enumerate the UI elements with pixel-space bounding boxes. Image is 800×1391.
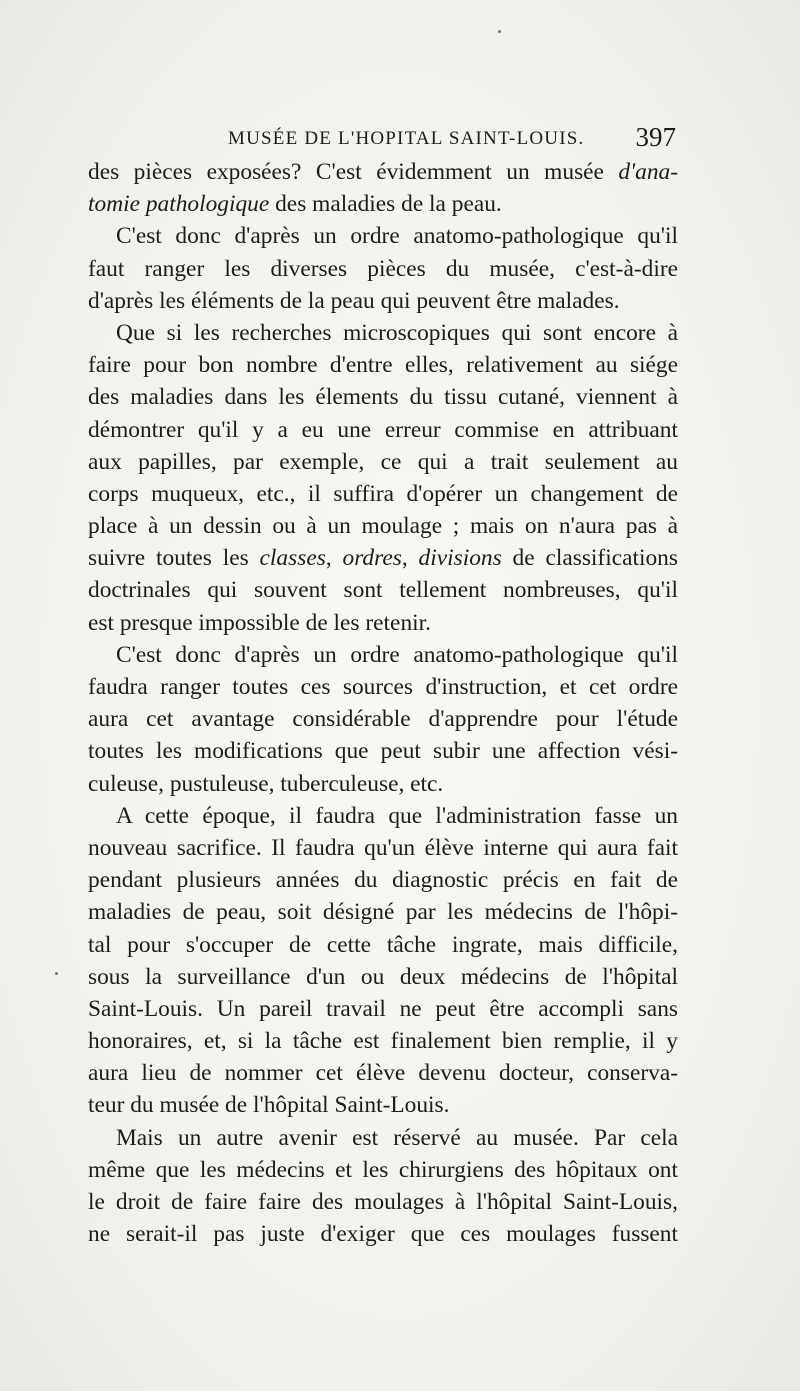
paragraph-start: A cette époque, il faudra que l'administration fasse un [116,802,678,829]
italic-term: ordres [342,545,402,572]
text-line: tomie pathologique des maladies de la peau. [88,191,502,218]
text-line: même que les médecins et les chirurgiens des hôpitaux ont [88,1156,678,1183]
text-line: aux papilles, par exemple, ce qui a trait seulement au [88,448,678,475]
text-line: des pièces exposées? C'est évidemment un musée d'ana- [88,159,678,185]
paragraph-start: Que si les recherches microscopiques qui sont encore à [116,319,678,346]
text-line: maladies de peau, soit désigné par les médecins de l'hôpi- [88,899,678,926]
italic-term: tomie pathologique [88,191,270,218]
running-title: MUSÉE DE L'HOPITAL SAINT-LOUIS. [228,128,585,149]
text-line: des maladies dans les élements du tissu cutané, viennent à [88,384,678,411]
paragraph-start: C'est donc d'après un ordre anatomo-pathologique qu'il [116,223,678,250]
text-line: Saint-Louis. Un pareil travail ne peut être accompli sans [88,995,678,1022]
text-line: faudra ranger toutes ces sources d'instruction, et cet ordre [88,674,678,700]
text-line: doctrinales qui souvent sont tellement nombreuses, qu'il [88,577,678,604]
text-line: sous la surveillance d'un ou deux médecins de l'hôpital [88,963,678,990]
text-line: faut ranger les diverses pièces du musée, c'est-à-dire [88,255,678,282]
paragraph-start: Mais un autre avenir est réservé au musée. Par cela [116,1124,678,1151]
text-line: nouveau sacrifice. Il faudra qu'un élève interne qui aura fait [88,834,678,861]
text-line: faire pour bon nombre d'entre elles, relativement au siége [88,352,678,379]
italic-term: d'ana- [618,159,678,185]
text-line: aura cet avantage considérable d'apprendre pour l'étude [88,706,678,733]
italic-term: divisions [418,545,502,572]
text-line: corps muqueux, etc., il suffira d'opérer un changement de [88,480,678,507]
text-line: aura lieu de nommer cet élève devenu docteur, conserva- [88,1060,678,1087]
body-text [88,156,678,1250]
paragraph-start: C'est donc d'après un ordre anatomo-pathologique qu'il [116,641,678,668]
text-line: place à un dessin ou à un moulage ; mais on n'aura pas à [88,513,678,540]
text-line: ne serait-il pas juste d'exiger que ces moulages fussent [88,1221,678,1248]
running-head [90,124,680,158]
text-line: honoraires, et, si la tâche est finalement bien remplie, il y [88,1028,678,1055]
text-line: démontrer qu'il y a eu une erreur commise en attribuant [88,416,678,443]
italic-term: classes [259,545,326,572]
paper-speck [498,30,501,33]
text-line: suivre toutes les classes, ordres, divisions de classifications [88,545,678,572]
text-line: culeuse, pustuleuse, tuberculeuse, etc. [88,770,444,797]
text-line: d'après les éléments de la peau qui peuvent être malades. [88,287,620,314]
text-line: toutes les modifications que peut subir une affection vési- [88,738,678,765]
text-line: pendant plusieurs années du diagnostic précis en fait de [88,867,678,894]
text-line: est presque impossible de les retenir. [88,609,431,636]
text-line: teur du musée de l'hôpital Saint-Louis. [88,1092,450,1119]
text-line: le droit de faire faire des moulages à l'hôpital Saint-Louis, [88,1189,678,1215]
paper-speck [55,972,58,975]
page-number: 397 [635,122,676,152]
text-line: tal pour s'occuper de cette tâche ingrate, mais difficile, [88,931,678,958]
